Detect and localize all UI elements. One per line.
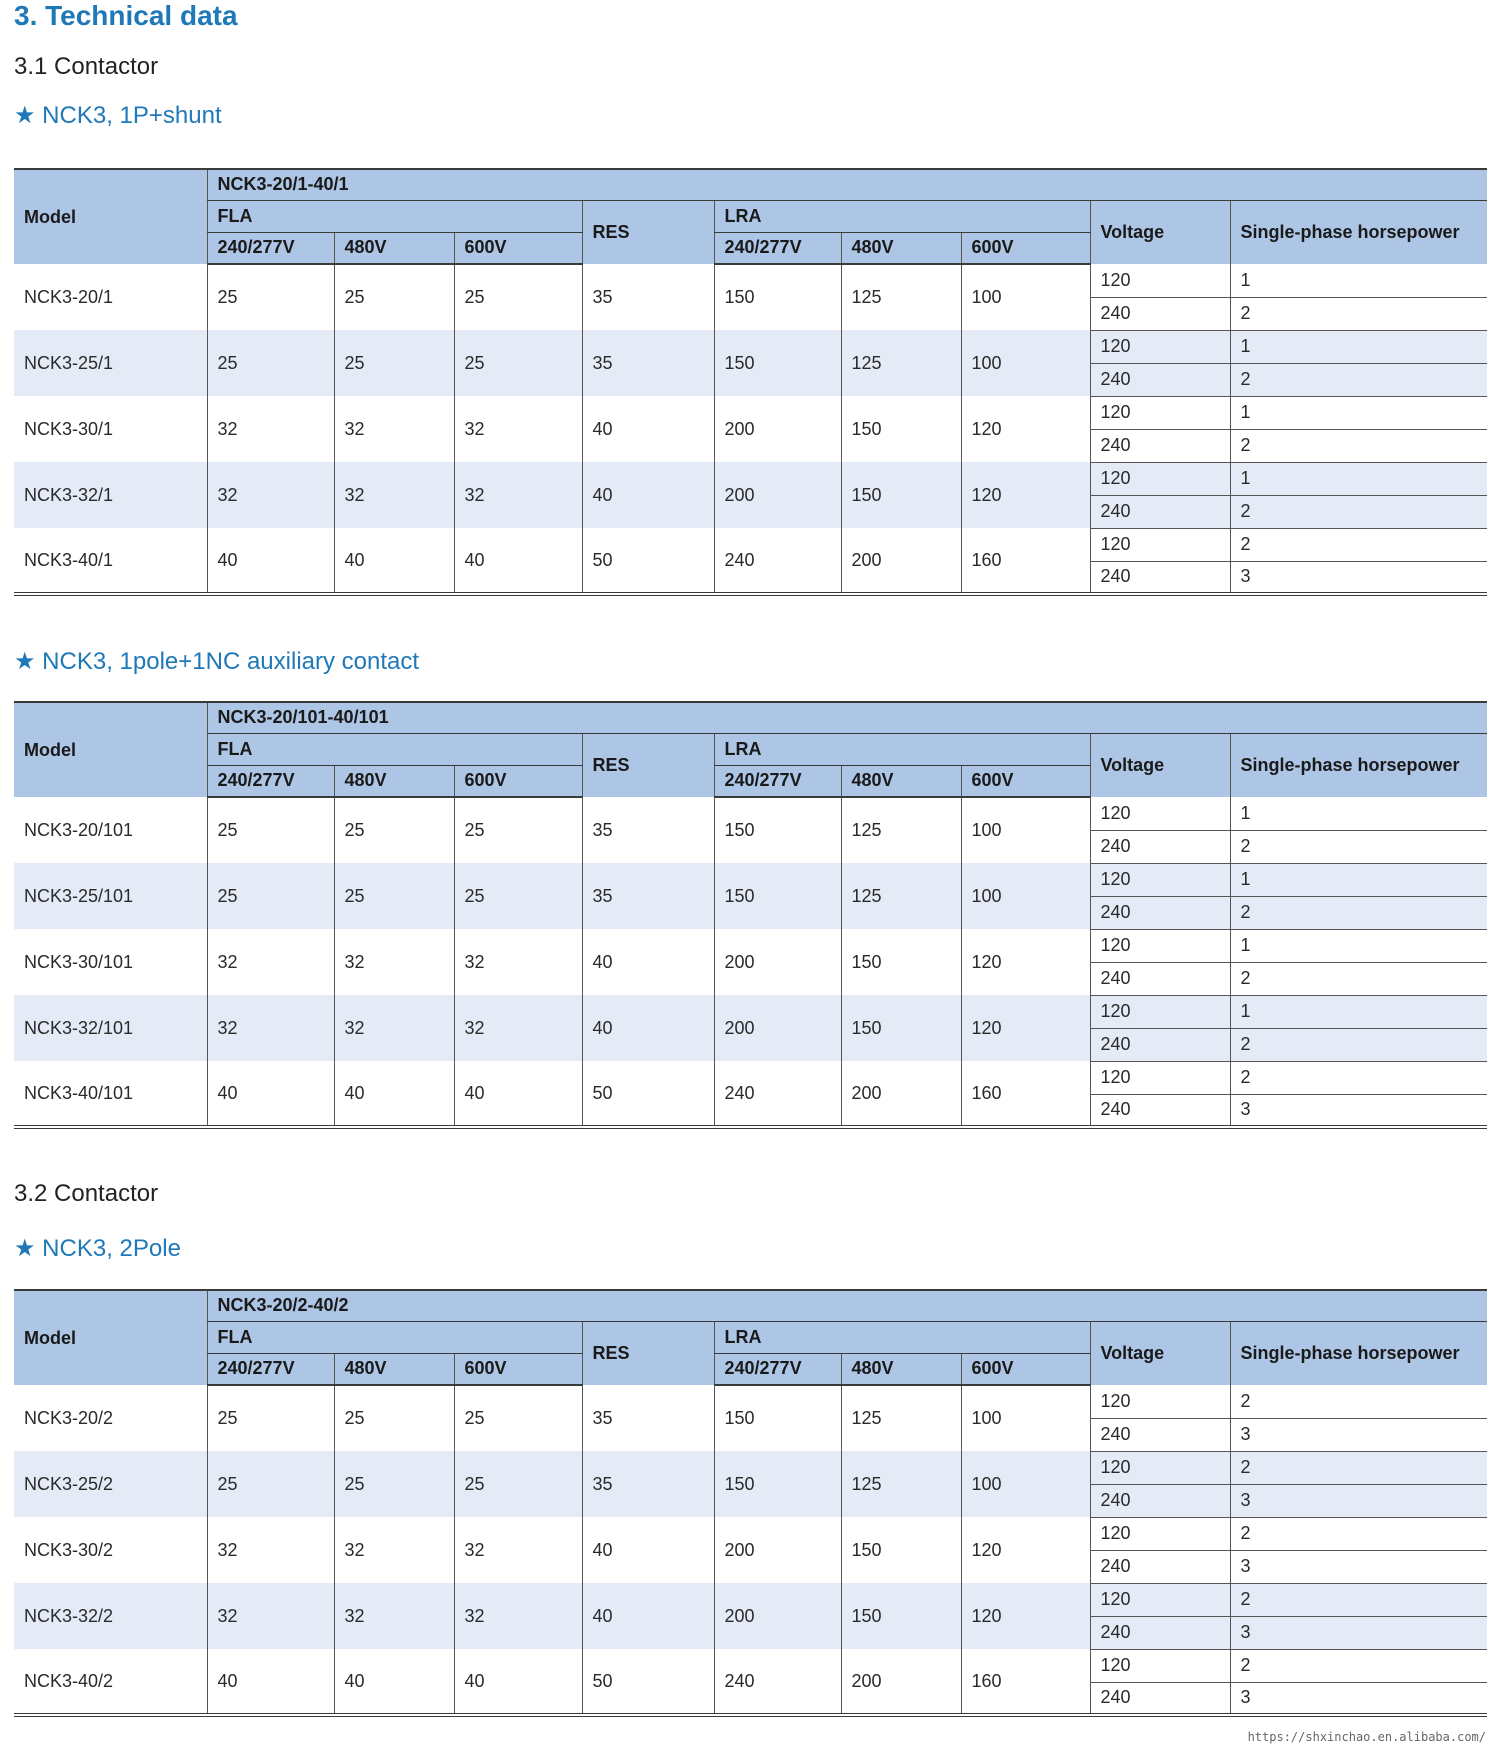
cell-lra: 200 (841, 528, 961, 594)
cell-voltage: 240 (1090, 1028, 1230, 1061)
cell-lra: 125 (841, 797, 961, 863)
page-title: 3. Technical data (14, 0, 238, 31)
header-voltage: Voltage (1090, 733, 1230, 797)
table-row (14, 797, 1487, 830)
cell-model: NCK3-30/2 (24, 1539, 114, 1560)
cell-fla: 25 (454, 863, 582, 929)
cell-fla: 25 (207, 330, 334, 396)
cell-lra: 125 (841, 1385, 961, 1451)
cell-voltage: 240 (1090, 1550, 1230, 1583)
cell-hp: 2 (1230, 429, 1487, 462)
cell-hp: 2 (1230, 830, 1487, 863)
header-voltage-col: 240/277V (207, 765, 334, 797)
cell-voltage: 120 (1090, 462, 1230, 495)
source-url: https://shxinchao.en.alibaba.com/ (1247, 1730, 1486, 1744)
cell-hp: 1 (1230, 863, 1487, 896)
cell-hp: 2 (1230, 1028, 1487, 1061)
cell-fla: 32 (334, 995, 454, 1061)
cell-model: NCK3-20/1 (24, 286, 114, 307)
cell-fla: 25 (454, 264, 582, 330)
cell-lra: 150 (714, 264, 841, 330)
cell-res: 35 (582, 264, 714, 330)
cell-voltage: 120 (1090, 1061, 1230, 1094)
header-hp: Single-phase horsepower (1230, 1321, 1487, 1385)
cell-lra: 200 (714, 929, 841, 995)
header-voltage: Voltage (1090, 200, 1230, 264)
header-voltage-col: 600V (454, 765, 582, 797)
cell-lra: 150 (714, 797, 841, 863)
header-voltage-col: 600V (961, 232, 1090, 264)
cell-voltage: 240 (1090, 1418, 1230, 1451)
cell-voltage: 240 (1090, 363, 1230, 396)
cell-lra: 100 (961, 1451, 1090, 1517)
cell-hp: 2 (1230, 1649, 1487, 1682)
cell-voltage: 120 (1090, 528, 1230, 561)
cell-lra: 150 (841, 929, 961, 995)
cell-voltage: 120 (1090, 1649, 1230, 1682)
header-hp: Single-phase horsepower (1230, 733, 1487, 797)
cell-fla: 25 (207, 264, 334, 330)
cell-voltage: 120 (1090, 1385, 1230, 1418)
table-row (14, 995, 1487, 1028)
cell-fla: 32 (334, 396, 454, 462)
cell-voltage: 240 (1090, 1484, 1230, 1517)
cell-lra: 150 (841, 462, 961, 528)
cell-lra: 125 (841, 330, 961, 396)
header-voltage-col: 240/277V (714, 232, 841, 264)
cell-fla: 32 (334, 1583, 454, 1649)
cell-hp: 2 (1230, 528, 1487, 561)
cell-hp: 1 (1230, 462, 1487, 495)
cell-fla: 25 (454, 1451, 582, 1517)
cell-model: NCK3-40/1 (24, 549, 114, 570)
cell-res: 35 (582, 1451, 714, 1517)
cell-model: NCK3-30/101 (24, 951, 134, 972)
table-row (14, 1583, 1487, 1616)
cell-lra: 150 (714, 1385, 841, 1451)
header-hp: Single-phase horsepower (1230, 200, 1487, 264)
cell-lra: 200 (714, 462, 841, 528)
cell-fla: 32 (207, 396, 334, 462)
header-voltage-col: 600V (961, 765, 1090, 797)
cell-model: NCK3-25/1 (14, 330, 207, 396)
cell-hp: 3 (1230, 1094, 1487, 1127)
table-subtitle-2pole: ★ NCK3, 2Pole (14, 1235, 181, 1262)
cell-fla: 25 (454, 797, 582, 863)
cell-lra: 160 (961, 528, 1090, 594)
cell-fla: 40 (334, 1649, 454, 1715)
cell-fla: 25 (334, 1451, 454, 1517)
header-res: RES (582, 1321, 714, 1385)
table-row (14, 1385, 1487, 1418)
cell-hp: 3 (1230, 1616, 1487, 1649)
cell-fla: 32 (207, 1583, 334, 1649)
cell-fla: 32 (454, 1583, 582, 1649)
cell-model: NCK3-32/101 (14, 995, 207, 1061)
cell-fla: 40 (334, 1061, 454, 1127)
cell-fla: 25 (334, 264, 454, 330)
cell-lra: 120 (961, 396, 1090, 462)
cell-lra: 150 (714, 1451, 841, 1517)
cell-lra: 160 (961, 1061, 1090, 1127)
header-voltage-col: 480V (841, 765, 961, 797)
cell-lra: 100 (961, 863, 1090, 929)
table-row (14, 929, 1487, 962)
cell-fla: 25 (334, 330, 454, 396)
cell-lra: 200 (714, 1583, 841, 1649)
cell-hp: 1 (1230, 396, 1487, 429)
header-voltage-col: 240/277V (207, 232, 334, 264)
cell-lra: 100 (961, 797, 1090, 863)
header-fla: FLA (207, 200, 582, 232)
cell-res: 40 (582, 1583, 714, 1649)
cell-hp: 1 (1230, 330, 1487, 363)
cell-hp: 1 (1230, 797, 1487, 830)
table-row (14, 1451, 1487, 1484)
cell-model: NCK3-32/2 (14, 1583, 207, 1649)
cell-hp: 1 (1230, 929, 1487, 962)
table-row (14, 264, 1487, 297)
cell-hp: 2 (1230, 1061, 1487, 1094)
cell-voltage: 240 (1090, 561, 1230, 594)
cell-res: 50 (582, 528, 714, 594)
cell-lra: 200 (841, 1061, 961, 1127)
cell-voltage: 120 (1090, 1583, 1230, 1616)
cell-res: 35 (582, 797, 714, 863)
cell-hp: 2 (1230, 1583, 1487, 1616)
cell-res: 40 (582, 1517, 714, 1583)
cell-voltage: 240 (1090, 1094, 1230, 1127)
cell-voltage: 120 (1090, 264, 1230, 297)
table-row (14, 1649, 1487, 1682)
cell-res: 50 (582, 1649, 714, 1715)
header-voltage-col: 600V (454, 1353, 582, 1385)
section-heading-3-1: 3.1 Contactor (14, 53, 159, 80)
cell-voltage: 240 (1090, 429, 1230, 462)
cell-voltage: 120 (1090, 929, 1230, 962)
cell-lra: 120 (961, 995, 1090, 1061)
cell-model: NCK3-25/2 (14, 1451, 207, 1517)
cell-hp: 3 (1230, 1418, 1487, 1451)
cell-hp: 2 (1230, 1385, 1487, 1418)
spec-table-1p-shunt (14, 168, 1487, 596)
cell-fla: 25 (207, 863, 334, 929)
cell-model: NCK3-40/2 (24, 1670, 114, 1691)
cell-fla: 25 (207, 1451, 334, 1517)
cell-fla: 32 (207, 1517, 334, 1583)
cell-model: NCK3-20/2 (24, 1407, 114, 1428)
cell-lra: 125 (841, 264, 961, 330)
cell-fla: 32 (334, 929, 454, 995)
header-res: RES (582, 733, 714, 797)
header-series: NCK3-20/1-40/1 (207, 169, 1487, 200)
cell-lra: 120 (961, 1583, 1090, 1649)
cell-fla: 32 (454, 462, 582, 528)
cell-fla: 40 (454, 528, 582, 594)
cell-voltage: 240 (1090, 297, 1230, 330)
cell-fla: 25 (334, 863, 454, 929)
cell-fla: 40 (454, 1649, 582, 1715)
header-series: NCK3-20/2-40/2 (207, 1290, 1487, 1321)
header-fla: FLA (207, 1321, 582, 1353)
cell-hp: 2 (1230, 297, 1487, 330)
header-fla: FLA (207, 733, 582, 765)
cell-hp: 3 (1230, 1484, 1487, 1517)
cell-lra: 150 (714, 330, 841, 396)
cell-voltage: 120 (1090, 995, 1230, 1028)
cell-fla: 32 (454, 396, 582, 462)
cell-voltage: 120 (1090, 863, 1230, 896)
header-res: RES (582, 200, 714, 264)
cell-fla: 32 (454, 1517, 582, 1583)
spec-table-2pole (14, 1289, 1487, 1717)
cell-res: 50 (582, 1061, 714, 1127)
cell-res: 35 (582, 863, 714, 929)
header-voltage-col: 480V (334, 232, 454, 264)
header-model: Model (14, 169, 207, 264)
cell-lra: 150 (841, 995, 961, 1061)
cell-model: NCK3-32/1 (14, 462, 207, 528)
cell-lra: 160 (961, 1649, 1090, 1715)
cell-hp: 2 (1230, 495, 1487, 528)
cell-fla: 25 (334, 797, 454, 863)
cell-voltage: 240 (1090, 896, 1230, 929)
cell-fla: 25 (207, 797, 334, 863)
table-row (14, 396, 1487, 429)
cell-voltage: 120 (1090, 330, 1230, 363)
cell-fla: 40 (207, 1649, 334, 1715)
cell-lra: 150 (841, 1583, 961, 1649)
cell-lra: 100 (961, 264, 1090, 330)
header-lra: LRA (714, 200, 1090, 232)
cell-fla: 32 (207, 995, 334, 1061)
table-subtitle-1p-shunt: ★ NCK3, 1P+shunt (14, 102, 222, 129)
header-lra: LRA (714, 733, 1090, 765)
cell-fla: 40 (334, 528, 454, 594)
cell-hp: 2 (1230, 363, 1487, 396)
cell-voltage: 240 (1090, 1682, 1230, 1715)
table-row (14, 863, 1487, 896)
cell-fla: 25 (207, 1385, 334, 1451)
cell-fla: 25 (334, 1385, 454, 1451)
table-row (14, 462, 1487, 495)
header-voltage-col: 480V (841, 1353, 961, 1385)
cell-lra: 150 (841, 396, 961, 462)
cell-lra: 120 (961, 462, 1090, 528)
table-subtitle-1pole-1nc: ★ NCK3, 1pole+1NC auxiliary contact (14, 648, 420, 675)
cell-lra: 240 (714, 1649, 841, 1715)
cell-hp: 3 (1230, 561, 1487, 594)
cell-fla: 40 (207, 528, 334, 594)
cell-lra: 200 (714, 995, 841, 1061)
cell-voltage: 240 (1090, 1616, 1230, 1649)
cell-lra: 240 (714, 528, 841, 594)
cell-lra: 200 (714, 1517, 841, 1583)
cell-res: 40 (582, 462, 714, 528)
cell-lra: 120 (961, 1517, 1090, 1583)
cell-voltage: 120 (1090, 797, 1230, 830)
cell-hp: 2 (1230, 1451, 1487, 1484)
cell-fla: 40 (454, 1061, 582, 1127)
cell-fla: 32 (207, 929, 334, 995)
cell-res: 40 (582, 929, 714, 995)
cell-res: 35 (582, 330, 714, 396)
cell-voltage: 120 (1090, 1451, 1230, 1484)
cell-voltage: 240 (1090, 495, 1230, 528)
table-row (14, 528, 1487, 561)
header-voltage-col: 240/277V (207, 1353, 334, 1385)
cell-lra: 240 (714, 1061, 841, 1127)
cell-res: 40 (582, 396, 714, 462)
header-voltage-col: 240/277V (714, 1353, 841, 1385)
cell-lra: 200 (714, 396, 841, 462)
cell-hp: 2 (1230, 896, 1487, 929)
cell-fla: 25 (454, 1385, 582, 1451)
cell-lra: 125 (841, 863, 961, 929)
table-row (14, 1061, 1487, 1094)
header-voltage-col: 240/277V (714, 765, 841, 797)
cell-lra: 150 (714, 863, 841, 929)
header-model: Model (14, 702, 207, 797)
cell-voltage: 120 (1090, 396, 1230, 429)
cell-voltage: 120 (1090, 1517, 1230, 1550)
cell-lra: 150 (841, 1517, 961, 1583)
cell-lra: 100 (961, 1385, 1090, 1451)
cell-fla: 32 (334, 1517, 454, 1583)
cell-lra: 200 (841, 1649, 961, 1715)
cell-lra: 120 (961, 929, 1090, 995)
header-voltage-col: 480V (334, 765, 454, 797)
cell-voltage: 240 (1090, 830, 1230, 863)
cell-model: NCK3-30/1 (24, 418, 114, 439)
table-row (14, 330, 1487, 363)
header-lra: LRA (714, 1321, 1090, 1353)
cell-fla: 32 (334, 462, 454, 528)
cell-model: NCK3-40/101 (24, 1082, 134, 1103)
cell-fla: 25 (454, 330, 582, 396)
header-series: NCK3-20/101-40/101 (207, 702, 1487, 733)
header-model: Model (14, 1290, 207, 1385)
cell-hp: 2 (1230, 1517, 1487, 1550)
cell-hp: 1 (1230, 995, 1487, 1028)
header-voltage-col: 480V (841, 232, 961, 264)
section-heading-3-2: 3.2 Contactor (14, 1180, 159, 1207)
cell-hp: 2 (1230, 962, 1487, 995)
cell-fla: 32 (454, 995, 582, 1061)
header-voltage-col: 480V (334, 1353, 454, 1385)
cell-hp: 3 (1230, 1682, 1487, 1715)
cell-voltage: 240 (1090, 962, 1230, 995)
header-voltage-col: 600V (961, 1353, 1090, 1385)
cell-fla: 32 (207, 462, 334, 528)
spec-table-1pole-1nc (14, 701, 1487, 1129)
cell-lra: 100 (961, 330, 1090, 396)
cell-model: NCK3-25/101 (14, 863, 207, 929)
cell-model: NCK3-20/101 (24, 819, 134, 840)
table-row (14, 1517, 1487, 1550)
cell-res: 35 (582, 1385, 714, 1451)
cell-fla: 40 (207, 1061, 334, 1127)
cell-lra: 125 (841, 1451, 961, 1517)
cell-fla: 32 (454, 929, 582, 995)
cell-hp: 3 (1230, 1550, 1487, 1583)
header-voltage-col: 600V (454, 232, 582, 264)
cell-res: 40 (582, 995, 714, 1061)
cell-hp: 1 (1230, 264, 1487, 297)
header-voltage: Voltage (1090, 1321, 1230, 1385)
